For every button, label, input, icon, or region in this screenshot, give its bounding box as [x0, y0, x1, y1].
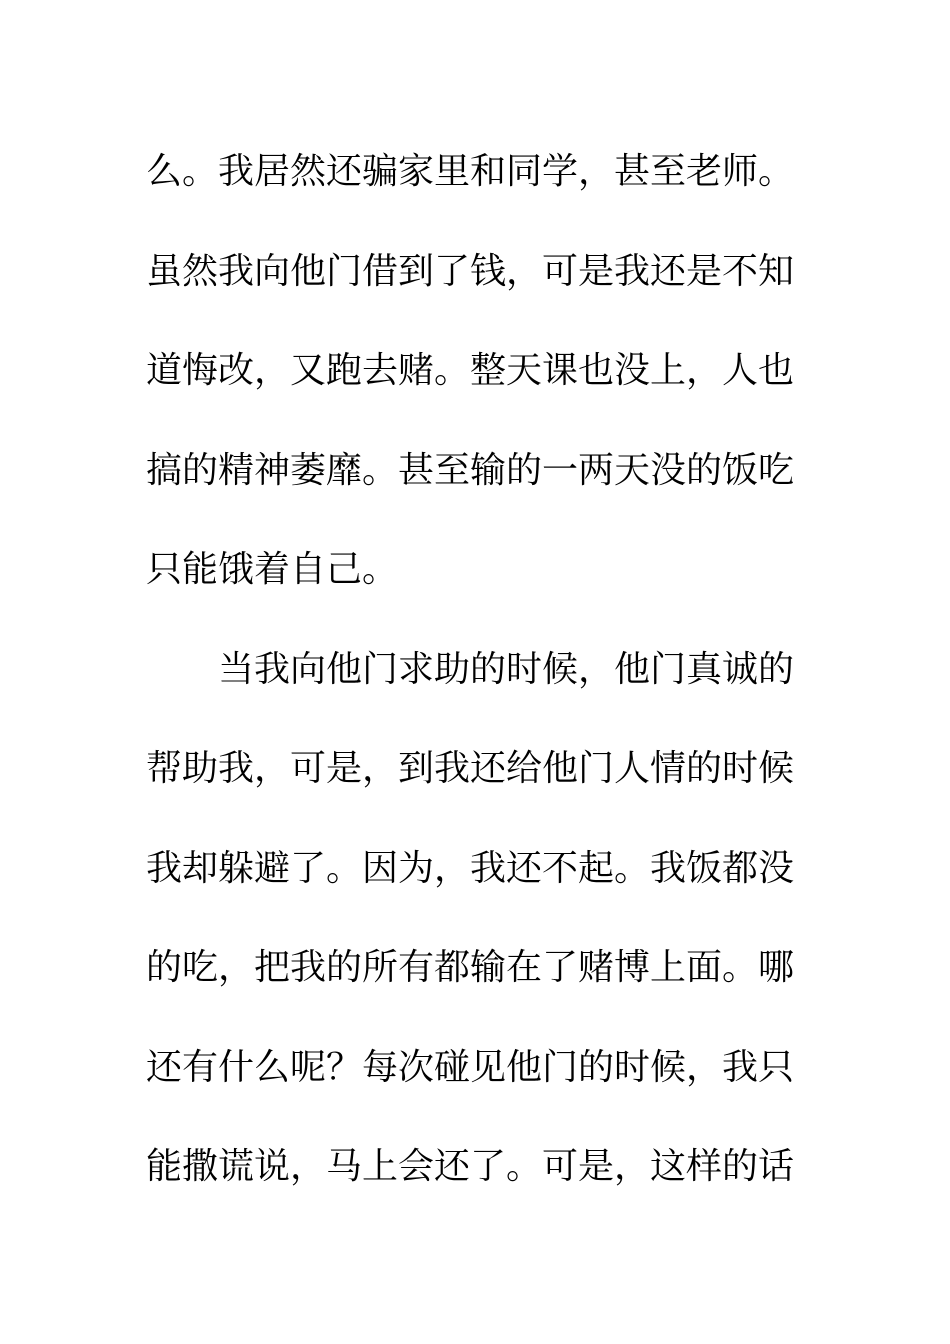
text-line-2: 虽然我向他门借到了钱，可是我还是不知	[146, 250, 795, 292]
text-line-8: 我却躲避了。因为，我还不起。我饭都没	[146, 847, 795, 889]
text-line-3: 道悔改，又跑去赌。整天课也没上，人也	[146, 350, 795, 391]
text-line-11: 能撒谎说，马上会还了。可是，这样的话	[146, 1146, 795, 1187]
text-line-10: 还有什么呢？每次碰见他门的时候，我只	[146, 1046, 795, 1088]
text-line-9: 的吃，把我的所有都输在了赌博上面。哪	[146, 947, 795, 988]
text-line-5: 只能饿着自己。	[146, 549, 399, 590]
text-line-1: 么。我居然还骗家里和同学，甚至老师。	[146, 151, 795, 192]
body-text	[146, 122, 806, 1217]
text-line-7: 帮助我，可是，到我还给他门人情的时候	[146, 748, 795, 789]
text-line-4: 搞的精神萎靡。甚至输的一两天没的饭吃	[146, 449, 795, 491]
text-line-6-paragraph-start: 当我向他门求助的时候，他门真诚的	[218, 648, 795, 690]
